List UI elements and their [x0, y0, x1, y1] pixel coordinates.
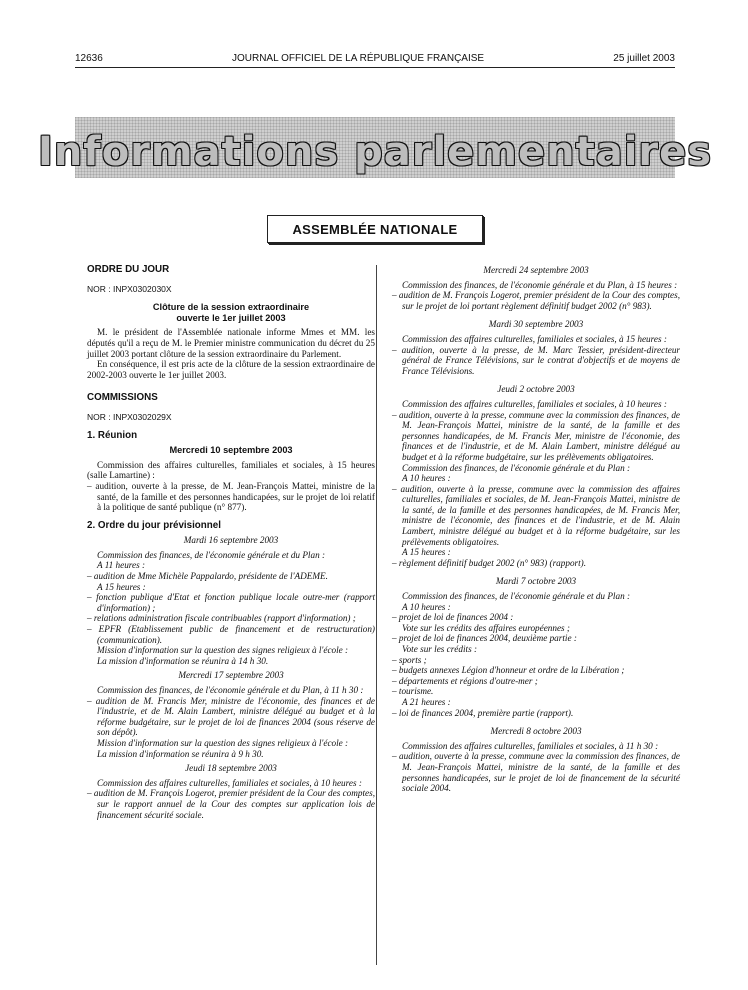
ordre-du-jour-title: ORDRE DU JOUR — [87, 264, 170, 275]
vote-line: Vote sur les crédits des affaires européennes ; — [402, 622, 570, 633]
date-heading: Mercredi 17 septembre 2003 — [178, 670, 284, 681]
reunion-date: Mercredi 10 septembre 2003 — [169, 445, 293, 456]
commission-line: Commission des affaires culturelles, familiales et sociales, à 11 h 30 : — [402, 740, 659, 751]
mission-note: La mission d'information se réunira à 14 h 30. — [97, 655, 269, 666]
mission-line: Mission d'information sur la question des signes religieux à l'école : — [97, 645, 349, 656]
agenda-item: – EPFR (Etablissement public de financement et de restructuration) (communication). — [87, 624, 375, 645]
date-heading: Mardi 30 septembre 2003 — [488, 319, 584, 330]
commissions-title: COMMISSIONS — [87, 392, 158, 404]
journal-title: JOURNAL OFFICIEL DE LA RÉPUBLIQUE FRANÇAISE — [231, 53, 485, 64]
time-line: A 10 heures : — [402, 473, 451, 484]
agenda-item: – règlement définitif budget 2002 (n° 983) (rapport). — [392, 557, 587, 568]
commission-line: Commission des affaires culturelles, familiales et sociales, à 10 heures : — [402, 398, 667, 409]
time-line: A 15 heures : — [402, 547, 451, 558]
closure-paragraph-2: En conséquence, il est pris acte de la clôture de la session extraordinaire de 2002-2003 ouverte le 1er juillet 2003. — [87, 359, 375, 380]
time-line: A 15 heures : — [97, 581, 146, 592]
commission-line: Commission des finances, de l'économie générale et du Plan : — [97, 549, 326, 560]
page-header — [75, 53, 675, 64]
banner-title: Informations parlementaires — [37, 128, 713, 175]
agenda-item: – fonction publique d'Etat et fonction publique locale outre-mer (rapport d'information) ; — [87, 592, 375, 613]
column-divider — [376, 265, 377, 965]
agenda-item: – sports ; — [392, 654, 427, 665]
commission-line: Commission des finances, de l'économie générale et du Plan, à 11 h 30 : — [97, 685, 364, 695]
ordre-nor: NOR : INPX0302030X — [87, 283, 172, 294]
commission-line: Commission des finances, de l'économie générale et du Plan : — [402, 591, 631, 602]
agenda-item: – audition de M. François Logerot, premier président de la Cour des comptes, sur le rapport annuel de la Cour des comptes sur application lois de financement sécurité sociale. — [87, 788, 375, 820]
reunion-commission: Commission des affaires culturelles, familiales et sociales, à 15 heures (salle Lamartine) : — [87, 459, 375, 481]
agenda-item: – audition de M. Francis Mer, ministre de l'économie, des finances et de l'industrie, et de M. Alain Lambert, ministre délégué au budget et à la réforme budgétaire, sur le projet de loi de finances 2004 (sous réserve de son dépôt). — [87, 695, 375, 738]
header-date: 25 juillet 2003 — [613, 53, 675, 64]
date-heading: Mercredi 24 septembre 2003 — [483, 265, 589, 275]
agenda-item: – départements et régions d'outre-mer ; — [392, 675, 538, 686]
commissions-nor: NOR : INPX0302029X — [87, 411, 172, 422]
time-line: A 10 heures : — [402, 601, 451, 612]
agenda-item: – projet de loi de finances 2004 : — [392, 612, 514, 623]
date-heading: Mardi 7 octobre 2003 — [495, 576, 577, 587]
assembly-title-box — [267, 215, 483, 243]
agenda-item: – audition, ouverte à la presse, commune avec la commission des affaires culturelles, familiales et sociales, de M. Jean-François Mattei, ministre de la santé, de la famille et des personnes handicapées, de M. Francis Mer, ministre de l'économie, des finances et de l'industrie, et de M. Alain Lambert, ministre délégué au budget et à la réforme budgétaire, sur les prélèvements obligatoires. — [392, 483, 680, 547]
date-heading: Mercredi 8 octobre 2003 — [490, 726, 582, 737]
agenda-item: – tourisme. — [392, 686, 434, 697]
header-rule — [75, 67, 675, 68]
previsionnel-title: 2. Ordre du jour prévisionnel — [87, 519, 221, 531]
commission-line: Commission des affaires culturelles, familiales et sociales, à 15 heures : — [402, 333, 667, 344]
vote-line: Vote sur les crédits : — [402, 644, 478, 654]
mission-line: Mission d'information sur la question des signes religieux à l'école : — [97, 737, 349, 748]
time-line: A 21 heures : — [402, 696, 451, 707]
agenda-item: – audition, ouverte à la presse, commune avec la commission des finances, de M. Jean-François Mattei, ministre de la santé, de la famille et des personnes handicapées, de M. Francis Mer, ministre de l'économie, des finances et de l'industrie, et de M. Alain Lambert, ministre délégué au budget et à la réforme budgétaire, sur les prélèvements obligatoires. — [392, 409, 680, 462]
agenda-item: – projet de loi de finances 2004, deuxième partie : — [392, 633, 577, 644]
commission-line: Commission des affaires culturelles, familiales et sociales, à 10 heures : — [97, 777, 362, 788]
agenda-item: – loi de finances 2004, première partie (rapport). — [392, 707, 574, 718]
assembly-title: ASSEMBLÉE NATIONALE — [292, 221, 458, 237]
date-heading: Mardi 16 septembre 2003 — [183, 535, 279, 546]
mission-note: La mission d'information se réunira à 9 h 30. — [97, 748, 264, 759]
closure-title-line-2: ouverte le 1er juillet 2003 — [176, 312, 286, 323]
date-heading: Jeudi 2 octobre 2003 — [497, 384, 575, 395]
agenda-item: – audition, ouverte à la presse, commune avec la commission des finances, de M. Jean-François Mattei, ministre de la santé, de la famille et des personnes handicapées, sur le projet de loi de financement de la sécurité sociale 2004. — [392, 751, 680, 794]
agenda-item: – audition de M. François Logerot, premier président de la Cour des comptes, sur le projet de loi portant règlement définitif budget 2002 (n° 983). — [392, 290, 680, 311]
banner — [37, 117, 713, 178]
commission-line: Commission des finances, de l'économie générale et du Plan : — [402, 462, 631, 473]
reunion-title: 1. Réunion — [87, 429, 138, 441]
time-line: A 11 heures : — [97, 560, 146, 571]
left-column — [87, 265, 375, 820]
agenda-item: – audition, ouverte à la presse, de M. Marc Tessier, président-directeur général de France Télévisions, sur le contrat d'objectifs et de moyens de France Télévisions. — [392, 344, 680, 376]
agenda-item: – audition de Mme Michèle Pappalardo, présidente de l'ADEME. — [87, 571, 328, 582]
date-heading: Jeudi 18 septembre 2003 — [185, 763, 277, 774]
agenda-item: – relations administration fiscale contribuables (rapport d'information) ; — [87, 613, 356, 624]
closure-paragraph-1: M. le président de l'Assemblée nationale informe Mmes et MM. les députés qu'il a reçu de M. le Premier ministre communication du décret du 25 juillet 2003 portant clôture de la session extraordinaire du Parlement. — [87, 327, 375, 359]
commission-line: Commission des finances, de l'économie générale et du Plan, à 15 heures : — [402, 279, 678, 290]
closure-title-line-1: Clôture de la session extraordinaire — [152, 302, 310, 313]
reunion-item: – audition, ouverte à la presse, de M. Jean-François Mattei, ministre de la santé, de la famille et des personnes handicapées, sur le projet de loi relatif à la politique de santé publique (n° 877). — [87, 480, 375, 513]
page-number: 12636 — [75, 53, 103, 64]
right-column — [392, 265, 680, 794]
agenda-item: – budgets annexes Légion d'honneur et ordre de la Libération ; — [392, 665, 625, 676]
